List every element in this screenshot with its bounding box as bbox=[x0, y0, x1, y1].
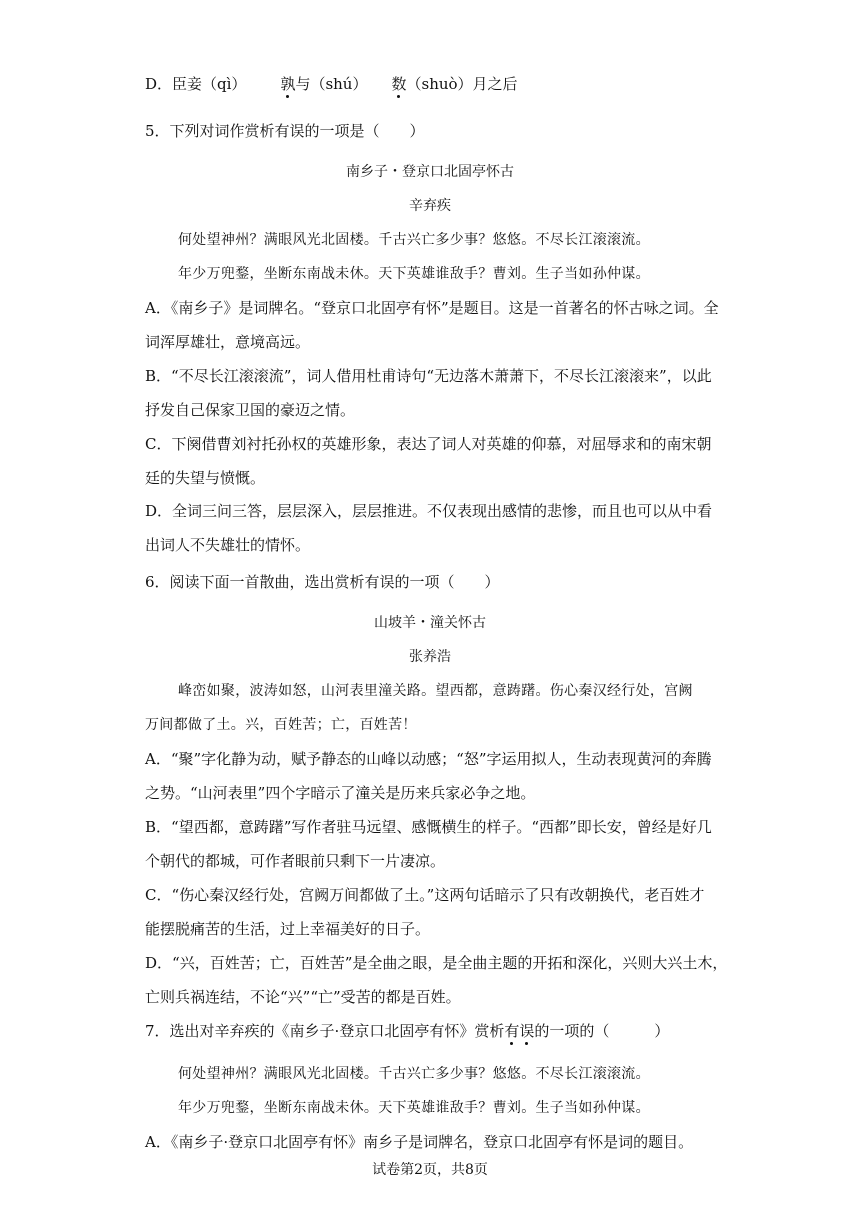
q6-poem-title: 山坡羊・潼关怀古 bbox=[374, 615, 486, 631]
q6-option-a: A．“聚”字化静为动，赋予静态的山峰以动感；“怒”字运用拟人，生动表现黄河的奔腾 bbox=[145, 750, 712, 768]
emphasis-char: 孰 bbox=[280, 75, 296, 93]
q6-poem-author: 张养浩 bbox=[409, 649, 451, 665]
q5-stem: 5．下列对词作赏析有误的一项是（ ） bbox=[145, 122, 425, 140]
q7-option-a: A．《南乡子·登京口北固亭有怀》南乡子是词牌名，登京口北固亭有怀是词的题目。 bbox=[145, 1133, 694, 1151]
q5-option-c: C．下阕借曹刘衬托孙权的英雄形象，表达了词人对英雄的仰慕，对屈辱求和的南宋朝 bbox=[145, 435, 712, 453]
q6-poem-line: 万间都做了土。兴，百姓苦；亡，百姓苦！ bbox=[145, 717, 417, 733]
q5-option-b: B．“不尽长江滚滚流”，词人借用杜甫诗句“无边落木萧萧下，不尽长江滚滚来”，以此 bbox=[145, 367, 712, 385]
q5-option-d-cont: 出词人不失雄壮的情怀。 bbox=[145, 536, 311, 554]
q4-option-d: D．臣妾（qì） 孰与（shú） 数（shuò）月之后 bbox=[145, 75, 518, 93]
q5-poem-author: 辛弃疾 bbox=[409, 198, 451, 214]
q5-option-a-cont: 词浑厚雄壮，意境高远。 bbox=[145, 333, 311, 351]
emphasis-char: 误 bbox=[519, 1022, 535, 1040]
q5-poem-line: 何处望神州？满眼风光北固楼。千古兴亡多少事？悠悠。不尽长江滚滚流。 bbox=[178, 232, 650, 248]
q5-poem-title: 南乡子・登京口北固亭怀古 bbox=[346, 164, 514, 180]
q5-option-b-cont: 抒发自己保家卫国的豪迈之情。 bbox=[145, 401, 356, 419]
page-footer: 试卷第2页，共8页 bbox=[372, 1162, 488, 1178]
q6-poem-line: 峰峦如聚，波涛如怒，山河表里潼关路。望西都，意踌躇。伤心秦汉经行处，宫阙 bbox=[178, 683, 693, 699]
q5-option-a: A．《南乡子》是词牌名。“登京口北固亭有怀”是题目。这是一首著名的怀古咏之词。全 bbox=[145, 299, 719, 317]
q5-option-c-cont: 廷的失望与愤慨。 bbox=[145, 469, 266, 487]
q6-option-d: D．“兴，百姓苦；亡，百姓苦”是全曲之眼，是全曲主题的开拓和深化，兴则大兴土木， bbox=[145, 954, 728, 972]
q6-option-a-cont: 之势。“山河表里”四个字暗示了潼关是历来兵家必争之地。 bbox=[145, 784, 536, 802]
q7-poem-line: 何处望神州？满眼风光北固楼。千古兴亡多少事？悠悠。不尽长江滚滚流。 bbox=[178, 1066, 650, 1082]
q6-option-b: B．“望西都，意踌躇”写作者驻马远望、感慨横生的样子。“西都”即长安，曾经是好几 bbox=[145, 818, 712, 836]
q7-poem-line: 年少万兜鍪，坐断东南战未休。天下英雄谁敌手？曹刘。生子当如孙仲谋。 bbox=[178, 1100, 650, 1116]
q6-option-c-cont: 能摆脱痛苦的生活，过上幸福美好的日子。 bbox=[145, 920, 431, 938]
emphasis-char: 数 bbox=[391, 75, 407, 93]
q5-poem-line: 年少万兜鍪，坐断东南战未休。天下英雄谁敌手？曹刘。生子当如孙仲谋。 bbox=[178, 266, 650, 282]
q6-stem: 6．阅读下面一首散曲，选出赏析有误的一项（ ） bbox=[145, 573, 500, 591]
q6-option-c: C．“伤心秦汉经行处，宫阙万间都做了土。”这两句话暗示了只有改朝换代，老百姓才 bbox=[145, 886, 705, 904]
q6-option-d-cont: 亡则兵祸连结，不论“兴”“亡”受苦的都是百姓。 bbox=[145, 988, 461, 1006]
q5-option-d: D．全词三问三答，层层深入，层层推进。不仅表现出感情的悲惨，而且也可以从中看 bbox=[145, 502, 713, 520]
emphasis-char: 有 bbox=[504, 1022, 520, 1040]
q6-option-b-cont: 个朝代的都城，可作者眼前只剩下一片凄凉。 bbox=[145, 852, 446, 870]
q7-stem: 7．选出对辛弃疾的《南乡子·登京口北固亭有怀》赏析有误的一项的（ ） bbox=[145, 1022, 670, 1040]
